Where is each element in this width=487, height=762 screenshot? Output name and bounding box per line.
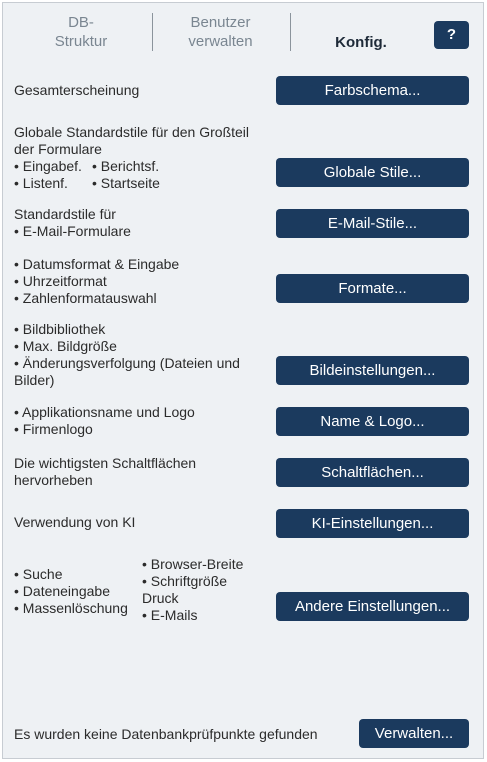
list-item: • Applikationsname und Logo [14, 404, 195, 420]
tab-bar [3, 3, 483, 63]
list-item: • Firmenlogo [14, 421, 93, 437]
global-styles-list-col1 [14, 158, 82, 192]
global-styles-line: Globale Standardstile für den Großteil [14, 124, 250, 140]
list-item: • E-Mails [142, 607, 198, 623]
global-styles-button[interactable]: Globale Stile... [276, 158, 469, 187]
list-item: • Listenf. [14, 175, 68, 191]
list-item: • Datumsformat & Eingabe [14, 256, 180, 272]
appearance-label: Gesamterscheinung [14, 82, 140, 98]
list-item: • Eingabef. [14, 158, 82, 174]
name-logo-description [14, 404, 195, 438]
buttons-description [14, 455, 196, 489]
list-item: • Berichtsf. [92, 158, 160, 174]
list-item: • E-Mail-Formulare [14, 223, 131, 239]
formats-description [14, 256, 179, 307]
config-panel [2, 2, 484, 759]
list-item: • Bildbibliothek [14, 321, 106, 337]
list-item: • Zahlenformatauswahl [14, 290, 157, 306]
list-item: Die wichtigsten Schaltflächen [14, 455, 197, 471]
tab-manage-users-line2: verwalten [188, 33, 253, 50]
tab-config[interactable]: Konfig. [335, 34, 387, 51]
list-item: • Massenlöschung [14, 600, 128, 616]
ai-settings-button[interactable]: KI-Einstellungen... [276, 509, 469, 538]
ai-label: Verwendung von KI [14, 514, 136, 530]
checkpoint-status: Es wurden keine Datenbankprüfpunkte gefunden [14, 726, 318, 742]
help-button[interactable]: ? [434, 21, 469, 49]
name-logo-button[interactable]: Name & Logo... [276, 407, 469, 436]
list-item: hervorheben [14, 472, 93, 488]
list-item: • Suche [14, 566, 63, 582]
other-settings-list-col1 [14, 566, 128, 617]
formats-button[interactable]: Formate... [276, 274, 469, 303]
tab-db-structure-line1: DB- [68, 14, 94, 31]
list-item: • Schriftgröße [142, 573, 228, 589]
image-settings-button[interactable]: Bildeinstellungen... [276, 356, 469, 385]
color-scheme-button[interactable]: Farbschema... [276, 76, 469, 105]
global-styles-description [14, 124, 249, 158]
list-item: • Browser-Breite [142, 556, 244, 572]
tab-manage-users[interactable] [173, 13, 268, 51]
other-settings-button[interactable]: Andere Einstellungen... [276, 592, 469, 621]
email-styles-description [14, 206, 131, 240]
manage-checkpoints-button[interactable]: Verwalten... [359, 719, 469, 748]
tab-divider [290, 13, 291, 51]
list-item: Druck [142, 590, 179, 606]
other-settings-list-col2 [142, 556, 243, 624]
list-item: Standardstile für [14, 206, 116, 222]
tab-manage-users-line1: Benutzer [190, 14, 251, 31]
global-styles-line: der Formulare [14, 141, 102, 157]
tab-db-structure[interactable] [41, 13, 121, 51]
list-item: • Max. Bildgröße [14, 338, 117, 354]
list-item: Bilder) [14, 372, 55, 388]
tab-divider [152, 13, 153, 51]
buttons-button[interactable]: Schaltflächen... [276, 458, 469, 487]
email-styles-button[interactable]: E-Mail-Stile... [276, 209, 469, 238]
list-item: • Änderungsverfolgung (Dateien und [14, 355, 240, 371]
images-description [14, 321, 240, 389]
global-styles-list-col2 [92, 158, 160, 192]
tab-db-structure-line2: Struktur [54, 33, 108, 50]
list-item: • Uhrzeitformat [14, 273, 107, 289]
list-item: • Startseite [92, 175, 160, 191]
list-item: • Dateneingabe [14, 583, 110, 599]
